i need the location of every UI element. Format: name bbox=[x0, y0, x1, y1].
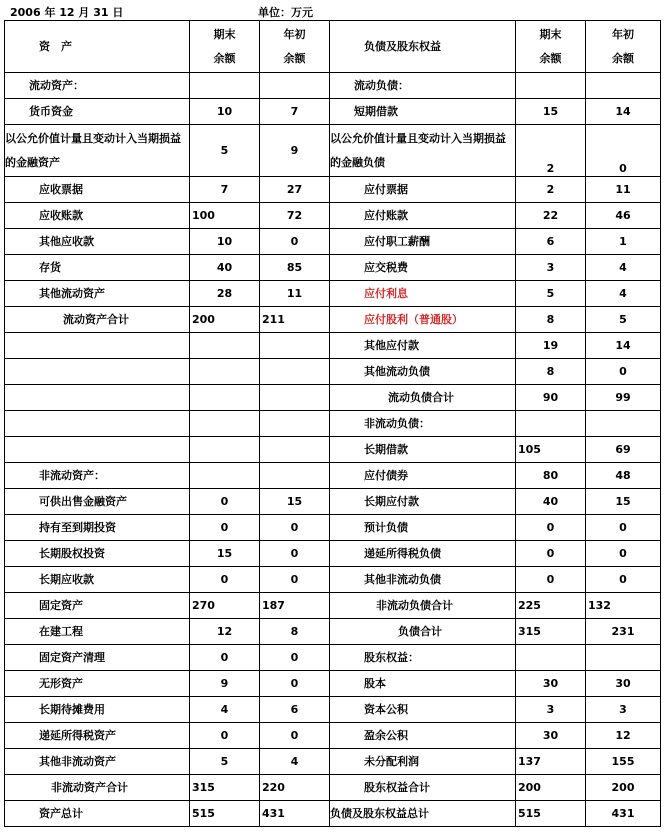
liability-end-value: 0 bbox=[516, 567, 586, 593]
liability-end-value bbox=[516, 645, 586, 671]
liability-end-value: 225 bbox=[516, 593, 586, 619]
liability-end-value: 3 bbox=[516, 697, 586, 723]
table-row bbox=[5, 593, 661, 619]
liability-label: 股东权益： bbox=[330, 645, 516, 671]
asset-begin-value: 0 bbox=[260, 671, 330, 697]
asset-label: 可供出售金融资产 bbox=[5, 489, 190, 515]
asset-end-value bbox=[190, 359, 260, 385]
liability-end-value: 22 bbox=[516, 203, 586, 229]
asset-label: 资产总计 bbox=[5, 801, 190, 827]
asset-begin-value: 0 bbox=[260, 541, 330, 567]
liability-begin-value: 69 bbox=[586, 437, 661, 463]
liability-end-value: 2 bbox=[516, 177, 586, 203]
liability-end-value bbox=[516, 73, 586, 99]
table-row bbox=[5, 489, 661, 515]
asset-label: 以公允价值计量且变动计入当期损益的金融资产 bbox=[5, 125, 190, 177]
table-row bbox=[5, 541, 661, 567]
asset-label: 固定资产清理 bbox=[5, 645, 190, 671]
liability-end-value: 15 bbox=[516, 99, 586, 125]
asset-label: 其他应收款 bbox=[5, 229, 190, 255]
liability-label: 预计负债 bbox=[330, 515, 516, 541]
table-row bbox=[5, 801, 661, 827]
liability-label: 盈余公积 bbox=[330, 723, 516, 749]
liability-end-value: 8 bbox=[516, 307, 586, 333]
liability-label: 流动负债合计 bbox=[330, 385, 516, 411]
asset-end-value: 315 bbox=[190, 775, 260, 801]
asset-begin-value: 0 bbox=[260, 645, 330, 671]
assets-column-header: 资 产 bbox=[5, 21, 190, 73]
table-row bbox=[5, 229, 661, 255]
liability-label: 负债及股东权益总计 bbox=[330, 801, 516, 827]
asset-end-value: 100 bbox=[190, 203, 260, 229]
table-row bbox=[5, 723, 661, 749]
liability-end-value: 315 bbox=[516, 619, 586, 645]
liab-end-header-line2: 余额 bbox=[539, 51, 562, 65]
liab-end-header-line1: 期末 bbox=[539, 27, 562, 41]
liability-end-value: 515 bbox=[516, 801, 586, 827]
asset-end-value bbox=[190, 463, 260, 489]
liability-begin-value: 12 bbox=[586, 723, 661, 749]
liability-begin-value: 4 bbox=[586, 281, 661, 307]
asset-begin-balance-header bbox=[260, 21, 330, 73]
liability-end-value: 105 bbox=[516, 437, 586, 463]
asset-end-value: 9 bbox=[190, 671, 260, 697]
liability-label: 以公允价值计量且变动计入当期损益的金融负债 bbox=[330, 125, 516, 177]
table-row bbox=[5, 437, 661, 463]
asset-label: 其他流动资产 bbox=[5, 281, 190, 307]
asset-end-value: 515 bbox=[190, 801, 260, 827]
asset-label: 长期股权投资 bbox=[5, 541, 190, 567]
liability-begin-value: 46 bbox=[586, 203, 661, 229]
liability-begin-value: 200 bbox=[586, 775, 661, 801]
table-row bbox=[5, 99, 661, 125]
asset-begin-value bbox=[260, 359, 330, 385]
asset-begin-value: 0 bbox=[260, 229, 330, 255]
asset-begin-value: 11 bbox=[260, 281, 330, 307]
liability-label: 股本 bbox=[330, 671, 516, 697]
report-date: 2006 年 12 月 31 日 bbox=[10, 6, 124, 19]
table-row bbox=[5, 307, 661, 333]
liability-begin-value: 14 bbox=[586, 333, 661, 359]
liability-label: 应付债券 bbox=[330, 463, 516, 489]
table-row bbox=[5, 411, 661, 437]
asset-begin-value bbox=[260, 437, 330, 463]
liability-begin-value: 0 bbox=[586, 515, 661, 541]
liability-begin-value: 3 bbox=[586, 697, 661, 723]
asset-label: 持有至到期投资 bbox=[5, 515, 190, 541]
asset-label: 流动资产： bbox=[5, 73, 190, 99]
liability-end-value: 137 bbox=[516, 749, 586, 775]
liability-label: 其他应付款 bbox=[330, 333, 516, 359]
liability-end-value: 200 bbox=[516, 775, 586, 801]
liability-begin-value: 0 bbox=[586, 359, 661, 385]
liability-label: 股东权益合计 bbox=[330, 775, 516, 801]
table-row bbox=[5, 749, 661, 775]
liability-end-value: 0 bbox=[516, 515, 586, 541]
asset-end-value bbox=[190, 437, 260, 463]
liab-begin-balance-header bbox=[586, 21, 661, 73]
asset-label: 货币资金 bbox=[5, 99, 190, 125]
asset-begin-value: 72 bbox=[260, 203, 330, 229]
liability-begin-value: 48 bbox=[586, 463, 661, 489]
report-header bbox=[0, 0, 665, 20]
liab-begin-header-line1: 年初 bbox=[612, 27, 634, 41]
asset-end-header-line2: 余额 bbox=[213, 51, 236, 65]
asset-begin-value: 431 bbox=[260, 801, 330, 827]
liability-begin-value bbox=[586, 645, 661, 671]
liabilities-column-header: 负债及股东权益 bbox=[330, 21, 516, 73]
asset-label: 存货 bbox=[5, 255, 190, 281]
report-unit: 单位：万元 bbox=[258, 6, 313, 19]
liability-begin-value bbox=[586, 411, 661, 437]
table-row bbox=[5, 671, 661, 697]
table-row bbox=[5, 359, 661, 385]
table-row bbox=[5, 333, 661, 359]
liability-end-value: 19 bbox=[516, 333, 586, 359]
liability-begin-value: 15 bbox=[586, 489, 661, 515]
table-row bbox=[5, 515, 661, 541]
asset-begin-value bbox=[260, 463, 330, 489]
asset-begin-header-line2: 余额 bbox=[283, 51, 306, 65]
asset-end-value: 0 bbox=[190, 567, 260, 593]
asset-begin-value: 15 bbox=[260, 489, 330, 515]
liability-label: 其他流动负债 bbox=[330, 359, 516, 385]
table-row bbox=[5, 697, 661, 723]
asset-begin-value: 0 bbox=[260, 723, 330, 749]
table-row bbox=[5, 645, 661, 671]
liability-begin-value: 431 bbox=[586, 801, 661, 827]
asset-label bbox=[5, 333, 190, 359]
balance-sheet-table bbox=[4, 20, 661, 827]
asset-begin-value: 85 bbox=[260, 255, 330, 281]
liability-end-value: 80 bbox=[516, 463, 586, 489]
table-row bbox=[5, 125, 661, 177]
asset-label: 长期应收款 bbox=[5, 567, 190, 593]
asset-end-value: 15 bbox=[190, 541, 260, 567]
asset-label: 应收票据 bbox=[5, 177, 190, 203]
liability-end-value: 5 bbox=[516, 281, 586, 307]
asset-label: 其他非流动资产 bbox=[5, 749, 190, 775]
liability-label: 短期借款 bbox=[330, 99, 516, 125]
asset-begin-value: 0 bbox=[260, 567, 330, 593]
table-row bbox=[5, 203, 661, 229]
asset-begin-value: 9 bbox=[260, 125, 330, 177]
asset-label: 递延所得税资产 bbox=[5, 723, 190, 749]
liab-begin-header-line2: 余额 bbox=[612, 51, 634, 65]
liability-label: 应交税费 bbox=[330, 255, 516, 281]
liability-label: 递延所得税负债 bbox=[330, 541, 516, 567]
asset-end-value bbox=[190, 411, 260, 437]
asset-end-value: 5 bbox=[190, 125, 260, 177]
liability-begin-value: 0 bbox=[586, 567, 661, 593]
header-row bbox=[5, 21, 661, 73]
asset-end-value: 0 bbox=[190, 645, 260, 671]
liability-end-value bbox=[516, 411, 586, 437]
asset-label bbox=[5, 385, 190, 411]
asset-begin-value: 0 bbox=[260, 515, 330, 541]
asset-begin-value bbox=[260, 73, 330, 99]
liability-end-value: 0 bbox=[516, 541, 586, 567]
asset-label: 流动资产合计 bbox=[5, 307, 190, 333]
liability-label: 应付利息 bbox=[330, 281, 516, 307]
asset-end-value: 12 bbox=[190, 619, 260, 645]
asset-label: 在建工程 bbox=[5, 619, 190, 645]
asset-label: 非流动资产： bbox=[5, 463, 190, 489]
liability-end-value: 90 bbox=[516, 385, 586, 411]
liability-end-value: 6 bbox=[516, 229, 586, 255]
table-row bbox=[5, 619, 661, 645]
asset-label: 无形资产 bbox=[5, 671, 190, 697]
asset-label bbox=[5, 437, 190, 463]
asset-end-value: 10 bbox=[190, 99, 260, 125]
asset-end-value bbox=[190, 385, 260, 411]
table-row bbox=[5, 775, 661, 801]
liability-begin-value: 0 bbox=[586, 541, 661, 567]
asset-begin-value: 6 bbox=[260, 697, 330, 723]
asset-begin-header-line1: 年初 bbox=[283, 27, 306, 41]
asset-end-value: 200 bbox=[190, 307, 260, 333]
table-row bbox=[5, 73, 661, 99]
liability-begin-value bbox=[586, 73, 661, 99]
liability-end-value: 2 bbox=[516, 125, 586, 177]
asset-begin-value: 7 bbox=[260, 99, 330, 125]
liability-label: 流动负债： bbox=[330, 73, 516, 99]
asset-begin-value: 8 bbox=[260, 619, 330, 645]
asset-end-value: 10 bbox=[190, 229, 260, 255]
asset-label bbox=[5, 359, 190, 385]
table-row bbox=[5, 385, 661, 411]
liability-begin-value: 1 bbox=[586, 229, 661, 255]
asset-end-value: 4 bbox=[190, 697, 260, 723]
asset-end-value bbox=[190, 333, 260, 359]
table-row bbox=[5, 567, 661, 593]
liability-label: 资本公积 bbox=[330, 697, 516, 723]
asset-label: 固定资产 bbox=[5, 593, 190, 619]
liability-label: 长期借款 bbox=[330, 437, 516, 463]
liability-begin-value: 14 bbox=[586, 99, 661, 125]
liab-end-balance-header bbox=[516, 21, 586, 73]
liability-begin-value: 231 bbox=[586, 619, 661, 645]
asset-end-value: 7 bbox=[190, 177, 260, 203]
liability-label: 非流动负债： bbox=[330, 411, 516, 437]
liability-label: 未分配利润 bbox=[330, 749, 516, 775]
liability-begin-value: 132 bbox=[586, 593, 661, 619]
asset-begin-value bbox=[260, 385, 330, 411]
liability-label: 长期应付款 bbox=[330, 489, 516, 515]
liability-begin-value: 5 bbox=[586, 307, 661, 333]
table-row bbox=[5, 281, 661, 307]
liability-begin-value: 155 bbox=[586, 749, 661, 775]
liability-end-value: 40 bbox=[516, 489, 586, 515]
liability-label: 应付股利（普通股） bbox=[330, 307, 516, 333]
table-row bbox=[5, 463, 661, 489]
asset-end-value: 0 bbox=[190, 723, 260, 749]
asset-end-value: 270 bbox=[190, 593, 260, 619]
liability-begin-value: 11 bbox=[586, 177, 661, 203]
asset-label: 长期待摊费用 bbox=[5, 697, 190, 723]
liability-begin-value: 30 bbox=[586, 671, 661, 697]
liability-begin-value: 4 bbox=[586, 255, 661, 281]
liability-label: 应付职工薪酬 bbox=[330, 229, 516, 255]
table-row bbox=[5, 177, 661, 203]
liability-end-value: 3 bbox=[516, 255, 586, 281]
asset-label: 非流动资产合计 bbox=[5, 775, 190, 801]
asset-end-value: 40 bbox=[190, 255, 260, 281]
asset-label bbox=[5, 411, 190, 437]
liability-end-value: 30 bbox=[516, 723, 586, 749]
asset-begin-value: 27 bbox=[260, 177, 330, 203]
asset-begin-value bbox=[260, 411, 330, 437]
liability-label: 负债合计 bbox=[330, 619, 516, 645]
liability-end-value: 30 bbox=[516, 671, 586, 697]
asset-end-balance-header bbox=[190, 21, 260, 73]
asset-begin-value: 211 bbox=[260, 307, 330, 333]
liability-label: 应付票据 bbox=[330, 177, 516, 203]
asset-begin-value: 220 bbox=[260, 775, 330, 801]
liability-begin-value: 0 bbox=[586, 125, 661, 177]
liability-label: 应付账款 bbox=[330, 203, 516, 229]
asset-begin-value: 187 bbox=[260, 593, 330, 619]
asset-begin-value bbox=[260, 333, 330, 359]
asset-label: 应收账款 bbox=[5, 203, 190, 229]
asset-begin-value: 4 bbox=[260, 749, 330, 775]
asset-end-value: 0 bbox=[190, 515, 260, 541]
liability-end-value: 8 bbox=[516, 359, 586, 385]
asset-end-value: 28 bbox=[190, 281, 260, 307]
table-row bbox=[5, 255, 661, 281]
asset-end-value: 0 bbox=[190, 489, 260, 515]
asset-end-header-line1: 期末 bbox=[213, 27, 236, 41]
asset-end-value bbox=[190, 73, 260, 99]
liability-label: 其他非流动负债 bbox=[330, 567, 516, 593]
liability-label: 非流动负债合计 bbox=[330, 593, 516, 619]
liability-begin-value: 99 bbox=[586, 385, 661, 411]
asset-end-value: 5 bbox=[190, 749, 260, 775]
